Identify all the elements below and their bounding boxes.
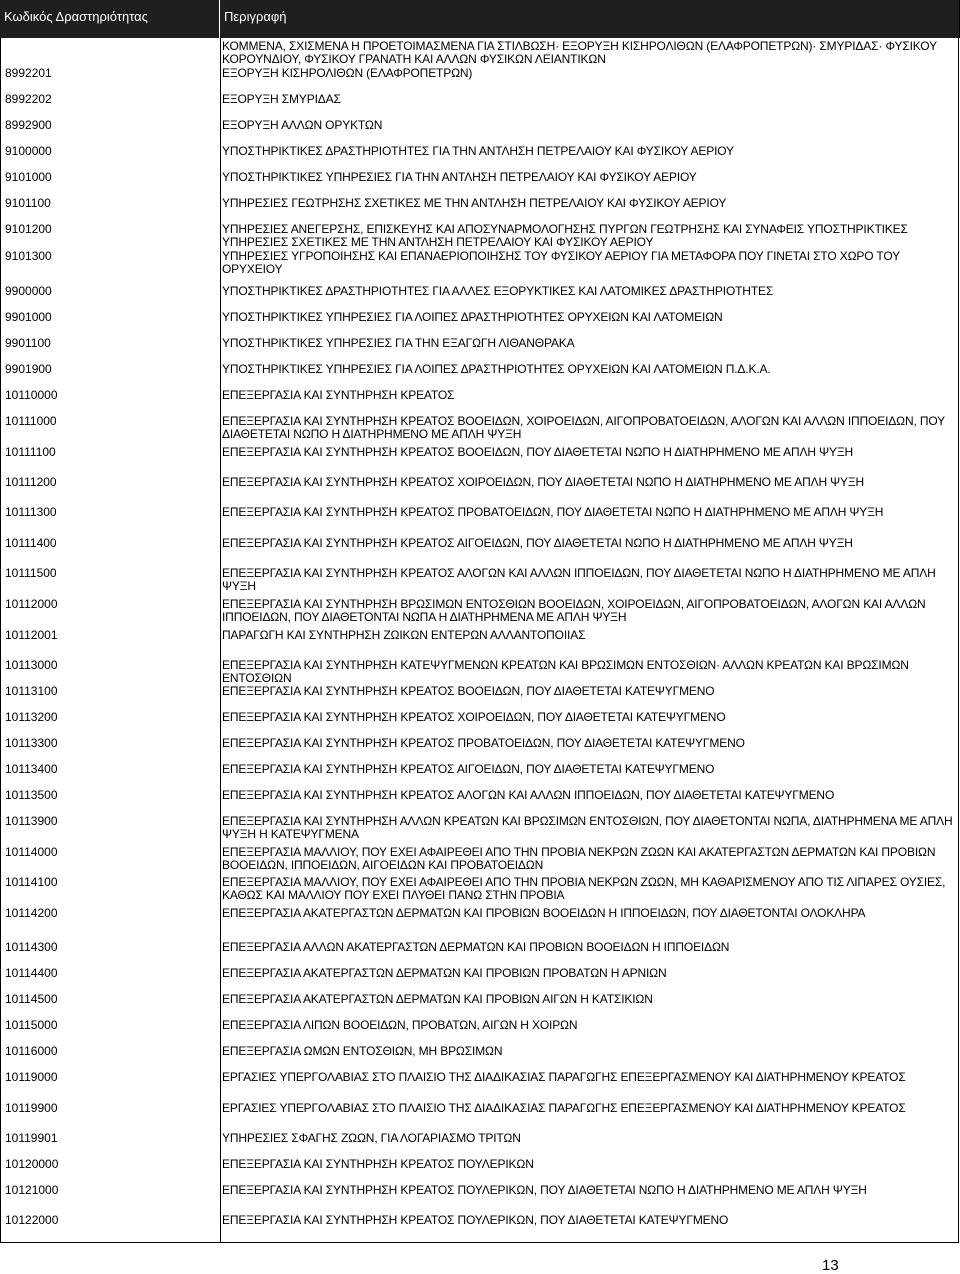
activity-description: ΕΠΕΞΕΡΓΑΣΙΑ ΚΑΙ ΣΥΝΤΗΡΗΣΗ ΚΡΕΑΤΟΣ ΑΛΟΓΩΝ ΚΑΙ ΑΛΛΩΝ ΙΠΠΟΕΙΔΩΝ, ΠΟΥ ΔΙΑΘΕΤΕΤΑΙ ΚΑΤΕΨΥΓΜΕΝΟ: [222, 788, 835, 802]
activity-code: 10113500: [5, 788, 58, 802]
activity-description: ΥΠΟΣΤΗΡΙΚΤΙΚΕΣ ΥΠΗΡΕΣΙΕΣ ΓΙΑ ΤΗΝ ΑΝΤΛΗΣΗ ΠΕΤΡΕΛΑΙΟΥ ΚΑΙ ΦΥΣΙΚΟΥ ΑΕΡΙΟΥ: [222, 170, 697, 184]
activity-description: ΥΠΟΣΤΗΡΙΚΤΙΚΕΣ ΥΠΗΡΕΣΙΕΣ ΓΙΑ ΤΗΝ ΕΞΑΓΩΓΗ ΛΙΘΑΝΘΡΑΚΑ: [222, 336, 575, 350]
activity-code: 8992202: [5, 92, 52, 106]
activity-code: 10111400: [5, 536, 57, 550]
activity-description: ΕΡΓΑΣΙΕΣ ΥΠΕΡΓΟΛΑΒΙΑΣ ΣΤΟ ΠΛΑΙΣΙΟ ΤΗΣ ΔΙΑΔΙΚΑΣΙΑΣ ΠΑΡΑΓΩΓΗΣ ΕΠΕΞΕΡΓΑΣΜΕΝΟΥ ΚΑΙ ΔΙΑΤΗΡΗΜΕΝΟΥ ΚΡΕΑΤΟΣ: [222, 1101, 906, 1115]
activity-code: 9101300: [5, 249, 52, 263]
activity-description: ΕΠΕΞΕΡΓΑΣΙΑ ΚΑΙ ΣΥΝΤΗΡΗΣΗ ΚΡΕΑΤΟΣ ΒΟΟΕΙΔΩΝ, ΠΟΥ ΔΙΑΘΕΤΕΤΑΙ ΝΩΠΟ Η ΔΙΑΤΗΡΗΜΕΝΟ ΜΕ ΑΠΛΗ ΨΥΞΗ: [222, 445, 854, 459]
activity-code: 10111200: [5, 475, 57, 489]
activity-description: ΕΡΓΑΣΙΕΣ ΥΠΕΡΓΟΛΑΒΙΑΣ ΣΤΟ ΠΛΑΙΣΙΟ ΤΗΣ ΔΙΑΔΙΚΑΣΙΑΣ ΠΑΡΑΓΩΓΗΣ ΕΠΕΞΕΡΓΑΣΜΕΝΟΥ ΚΑΙ ΔΙΑΤΗΡΗΜΕΝΟΥ ΚΡΕΑΤΟΣ: [222, 1070, 906, 1084]
activity-description: ΕΠΕΞΕΡΓΑΣΙΑ ΚΑΙ ΣΥΝΤΗΡΗΣΗ ΚΡΕΑΤΟΣ ΠΟΥΛΕΡΙΚΩΝ: [222, 1157, 534, 1171]
column-divider: [220, 38, 221, 1243]
activity-code: 10114200: [5, 906, 58, 920]
activity-code: 9901000: [5, 310, 52, 324]
activity-description: ΕΠΕΞΕΡΓΑΣΙΑ ΑΚΑΤΕΡΓΑΣΤΩΝ ΔΕΡΜΑΤΩΝ ΚΑΙ ΠΡΟΒΙΩΝ ΒΟΟΕΙΔΩΝ Η ΙΠΠΟΕΙΔΩΝ, ΠΟΥ ΔΙΑΘΕΤΟΝΤΑΙ ΟΛΟΚΛΗΡΑ: [222, 906, 866, 920]
activity-description: ΕΠΕΞΕΡΓΑΣΙΑ ΚΑΙ ΣΥΝΤΗΡΗΣΗ ΒΡΩΣΙΜΩΝ ΕΝΤΟΣΘΙΩΝ ΒΟΟΕΙΔΩΝ, ΧΟΙΡΟΕΙΔΩΝ, ΑΙΓΟΠΡΟΒΑΤΟΕΙΔΩΝ, ΑΛΟΓΩΝ ΚΑΙ ΑΛΛΩΝ ΙΠΠΟΕΙΔΩΝ, ΠΟΥ ΔΙΑΘΕΤΟΝΤΑΙ ΝΩΠΑ Η ΔΙΑΤΗΡΗΜΕΝΑ ΜΕ ΑΠΛΗ ΨΥΞΗ: [222, 597, 926, 624]
activity-description: ΕΠΕΞΕΡΓΑΣΙΑ ΜΑΛΛΙΟΥ, ΠΟΥ ΕΧΕΙ ΑΦΑΙΡΕΘΕΙ ΑΠΟ ΤΗΝ ΠΡΟΒΙΑ ΝΕΚΡΩΝ ΖΩΩΝ ΚΑΙ ΑΚΑΤΕΡΓΑΣΤΩΝ ΔΕΡΜΑΤΩΝ ΚΑΙ ΠΡΟΒΙΩΝ ΒΟΟΕΙΔΩΝ, ΙΠΠΟΕΙΔΩΝ, ΑΙΓΟΕΙΔΩΝ ΚΑΙ ΠΡΟΒΑΤΟΕΙΔΩΝ: [222, 845, 936, 872]
activity-code: 10122000: [5, 1213, 59, 1227]
activity-code: 10113400: [5, 762, 58, 776]
activity-description: ΕΞΟΡΥΞΗ ΑΛΛΩΝ ΟΡΥΚΤΩΝ: [222, 118, 383, 132]
activity-description: ΥΠΟΣΤΗΡΙΚΤΙΚΕΣ ΔΡΑΣΤΗΡΙΟΤΗΤΕΣ ΓΙΑ ΤΗΝ ΑΝΤΛΗΣΗ ΠΕΤΡΕΛΑΙΟΥ ΚΑΙ ΦΥΣΙΚΟΥ ΑΕΡΙΟΥ: [222, 144, 734, 158]
activity-description: ΕΠΕΞΕΡΓΑΣΙΑ ΚΑΙ ΣΥΝΤΗΡΗΣΗ ΚΡΕΑΤΟΣ: [222, 388, 455, 402]
activity-code: 10113100: [5, 684, 58, 698]
activity-code: 10116000: [5, 1044, 58, 1058]
activity-code: 10111100: [5, 445, 56, 459]
activity-description: ΕΠΕΞΕΡΓΑΣΙΑ ΚΑΙ ΣΥΝΤΗΡΗΣΗ ΚΡΕΑΤΟΣ ΒΟΟΕΙΔΩΝ, ΧΟΙΡΟΕΙΔΩΝ, ΑΙΓΟΠΡΟΒΑΤΟΕΙΔΩΝ, ΑΛΟΓΩΝ ΚΑΙ ΑΛΛΩΝ ΙΠΠΟΕΙΔΩΝ, ΠΟΥ ΔΙΑΘΕΤΕΤΑΙ ΝΩΠΟ Η ΔΙΑΤΗΡΗΜΕΝΟ ΜΕ ΑΠΛΗ ΨΥΞΗ: [222, 414, 945, 441]
activity-code: 10113900: [5, 814, 58, 828]
activity-code: 9101000: [5, 170, 52, 184]
activity-code: 10111000: [5, 414, 57, 428]
activity-code: 9101100: [5, 196, 51, 210]
activity-description: ΕΠΕΞΕΡΓΑΣΙΑ ΚΑΙ ΣΥΝΤΗΡΗΣΗ ΚΡΕΑΤΟΣ ΧΟΙΡΟΕΙΔΩΝ, ΠΟΥ ΔΙΑΘΕΤΕΤΑΙ ΚΑΤΕΨΥΓΜΕΝΟ: [222, 710, 726, 724]
activity-description: ΥΠΗΡΕΣΙΕΣ ΑΝΕΓΕΡΣΗΣ, ΕΠΙΣΚΕΥΗΣ ΚΑΙ ΑΠΟΣΥΝΑΡΜΟΛΟΓΗΣΗΣ ΠΥΡΓΩΝ ΓΕΩΤΡΗΣΗΣ ΚΑΙ ΣΥΝΑΦΕΙΣ ΥΠΟΣΤΗΡΙΚΤΙΚΕΣ ΥΠΗΡΕΣΙΕΣ ΣΧΕΤΙΚΕΣ ΜΕ ΤΗΝ ΑΝΤΛΗΣΗ ΠΕΤΡΕΛΑΙΟΥ ΚΑΙ ΦΥΣΙΚΟΥ ΑΕΡΙΟΥ: [222, 222, 908, 249]
activity-description: ΕΠΕΞΕΡΓΑΣΙΑ ΑΛΛΩΝ ΑΚΑΤΕΡΓΑΣΤΩΝ ΔΕΡΜΑΤΩΝ ΚΑΙ ΠΡΟΒΙΩΝ ΒΟΟΕΙΔΩΝ Η ΙΠΠΟΕΙΔΩΝ: [222, 940, 730, 954]
activity-code: 8992201: [5, 66, 52, 80]
activity-description: ΕΠΕΞΕΡΓΑΣΙΑ ΚΑΙ ΣΥΝΤΗΡΗΣΗ ΚΑΤΕΨΥΓΜΕΝΩΝ ΚΡΕΑΤΩΝ ΚΑΙ ΒΡΩΣΙΜΩΝ ΕΝΤΟΣΘΙΩΝ· ΑΛΛΩΝ ΚΡΕΑΤΩΝ ΚΑΙ ΒΡΩΣΙΜΩΝ ΕΝΤΟΣΘΙΩΝ: [222, 658, 909, 685]
activity-code: 10114500: [5, 992, 58, 1006]
activity-description: ΕΠΕΞΕΡΓΑΣΙΑ ΚΑΙ ΣΥΝΤΗΡΗΣΗ ΚΡΕΑΤΟΣ ΠΟΥΛΕΡΙΚΩΝ, ΠΟΥ ΔΙΑΘΕΤΕΤΑΙ ΝΩΠΟ Η ΔΙΑΤΗΡΗΜΕΝΟ ΜΕ ΑΠΛΗ ΨΥΞΗ: [222, 1183, 867, 1197]
activity-code: 10112000: [5, 597, 58, 611]
activity-code: 10120000: [5, 1157, 59, 1171]
activity-description: ΕΠΕΞΕΡΓΑΣΙΑ ΚΑΙ ΣΥΝΤΗΡΗΣΗ ΚΡΕΑΤΟΣ ΧΟΙΡΟΕΙΔΩΝ, ΠΟΥ ΔΙΑΘΕΤΕΤΑΙ ΝΩΠΟ Η ΔΙΑΤΗΡΗΜΕΝΟ ΜΕ ΑΠΛΗ ΨΥΞΗ: [222, 475, 865, 489]
activity-description: ΕΠΕΞΕΡΓΑΣΙΑ ΚΑΙ ΣΥΝΤΗΡΗΣΗ ΚΡΕΑΤΟΣ ΑΙΓΟΕΙΔΩΝ, ΠΟΥ ΔΙΑΘΕΤΕΤΑΙ ΚΑΤΕΨΥΓΜΕΝΟ: [222, 762, 715, 776]
activity-description: ΕΠΕΞΕΡΓΑΣΙΑ ΚΑΙ ΣΥΝΤΗΡΗΣΗ ΚΡΕΑΤΟΣ ΠΡΟΒΑΤΟΕΙΔΩΝ, ΠΟΥ ΔΙΑΘΕΤΕΤΑΙ ΚΑΤΕΨΥΓΜΕΝΟ: [222, 736, 745, 750]
activity-code: 9100000: [5, 144, 52, 158]
activity-code: 10114300: [5, 940, 58, 954]
activity-code: 10119901: [5, 1131, 58, 1145]
activity-description: ΕΠΕΞΕΡΓΑΣΙΑ ΜΑΛΛΙΟΥ, ΠΟΥ ΕΧΕΙ ΑΦΑΙΡΕΘΕΙ ΑΠΟ ΤΗΝ ΠΡΟΒΙΑ ΝΕΚΡΩΝ ΖΩΩΝ, ΜΗ ΚΑΘΑΡΙΣΜΕΝΟΥ ΑΠΟ ΤΙΣ ΛΙΠΑΡΕΣ ΟΥΣΙΕΣ, ΚΑΘΩΣ ΚΑΙ ΜΑΛΛΙΟΥ ΠΟΥ ΕΧΕΙ ΠΛΥΘΕΙ ΠΑΝΩ ΣΤΗΝ ΠΡΟΒΙΑ: [222, 875, 946, 902]
activity-description: ΠΑΡΑΓΩΓΗ ΚΑΙ ΣΥΝΤΗΡΗΣΗ ΖΩΙΚΩΝ ΕΝΤΕΡΩΝ ΑΛΛΑΝΤΟΠΟΙΙΑΣ: [222, 628, 586, 642]
activity-description: ΥΠΗΡΕΣΙΕΣ ΓΕΩΤΡΗΣΗΣ ΣΧΕΤΙΚΕΣ ΜΕ ΤΗΝ ΑΝΤΛΗΣΗ ΠΕΤΡΕΛΑΙΟΥ ΚΑΙ ΦΥΣΙΚΟΥ ΑΕΡΙΟΥ: [222, 196, 727, 210]
activity-code: 10111300: [5, 505, 57, 519]
activity-code: 10119000: [5, 1070, 58, 1084]
activity-code: 8992900: [5, 118, 52, 132]
activity-description: ΕΠΕΞΕΡΓΑΣΙΑ ΩΜΩΝ ΕΝΤΟΣΘΙΩΝ, ΜΗ ΒΡΩΣΙΜΩΝ: [222, 1044, 503, 1058]
activity-description: ΥΠΟΣΤΗΡΙΚΤΙΚΕΣ ΔΡΑΣΤΗΡΙΟΤΗΤΕΣ ΓΙΑ ΑΛΛΕΣ ΕΞΟΡΥΚΤΙΚΕΣ ΚΑΙ ΛΑΤΟΜΙΚΕΣ ΔΡΑΣΤΗΡΙΟΤΗΤΕΣ: [222, 284, 774, 298]
activity-code: 10119900: [5, 1101, 58, 1115]
header-code: Κωδικός Δραστηριότητας: [0, 0, 220, 38]
activity-code: 10113300: [5, 736, 58, 750]
activity-code: 10121000: [5, 1183, 59, 1197]
activity-description: ΕΞΟΡΥΞΗ ΣΜΥΡΙΔΑΣ: [222, 92, 341, 106]
activity-description: ΥΠΗΡΕΣΙΕΣ ΣΦΑΓΗΣ ΖΩΩΝ, ΓΙΑ ΛΟΓΑΡΙΑΣΜΟ ΤΡΙΤΩΝ: [222, 1131, 521, 1145]
activity-code: 9900000: [5, 284, 52, 298]
activity-description: ΥΠΟΣΤΗΡΙΚΤΙΚΕΣ ΥΠΗΡΕΣΙΕΣ ΓΙΑ ΛΟΙΠΕΣ ΔΡΑΣΤΗΡΙΟΤΗΤΕΣ ΟΡΥΧΕΙΩΝ ΚΑΙ ΛΑΤΟΜΕΙΩΝ: [222, 310, 723, 324]
activity-description: ΕΠΕΞΕΡΓΑΣΙΑ ΑΚΑΤΕΡΓΑΣΤΩΝ ΔΕΡΜΑΤΩΝ ΚΑΙ ΠΡΟΒΙΩΝ ΑΙΓΩΝ Η ΚΑΤΣΙΚΙΩΝ: [222, 992, 653, 1006]
activity-code: 10110000: [5, 388, 58, 402]
activity-code: 10111500: [5, 566, 57, 580]
activity-description: ΕΠΕΞΕΡΓΑΣΙΑ ΚΑΙ ΣΥΝΤΗΡΗΣΗ ΚΡΕΑΤΟΣ ΠΟΥΛΕΡΙΚΩΝ, ΠΟΥ ΔΙΑΘΕΤΕΤΑΙ ΚΑΤΕΨΥΓΜΕΝΟ: [222, 1213, 729, 1227]
activity-description: ΕΠΕΞΕΡΓΑΣΙΑ ΚΑΙ ΣΥΝΤΗΡΗΣΗ ΑΛΛΩΝ ΚΡΕΑΤΩΝ ΚΑΙ ΒΡΩΣΙΜΩΝ ΕΝΤΟΣΘΙΩΝ, ΠΟΥ ΔΙΑΘΕΤΟΝΤΑΙ ΝΩΠΑ, ΔΙΑΤΗΡΗΜΕΝΑ ΜΕ ΑΠΛΗ ΨΥΞΗ Η ΚΑΤΕΨΥΓΜΕΝΑ: [222, 814, 953, 841]
activity-description: ΕΠΕΞΕΡΓΑΣΙΑ ΚΑΙ ΣΥΝΤΗΡΗΣΗ ΚΡΕΑΤΟΣ ΑΛΟΓΩΝ ΚΑΙ ΑΛΛΩΝ ΙΠΠΟΕΙΔΩΝ, ΠΟΥ ΔΙΑΘΕΤΕΤΑΙ ΝΩΠΟ Η ΔΙΑΤΗΡΗΜΕΝΟ ΜΕ ΑΠΛΗ ΨΥΞΗ: [222, 566, 936, 593]
header-description: Περιγραφή: [224, 9, 287, 24]
activity-description: ΚΟΜΜΕΝΑ, ΣΧΙΣΜΕΝΑ Η ΠΡΟΕΤΟΙΜΑΣΜΕΝΑ ΓΙΑ ΣΤΙΛΒΩΣΗ· ΕΞΟΡΥΞΗ ΚΙΣΗΡΟΛΙΘΩΝ (ΕΛΑΦΡΟΠΕΤΡΩΝ)· ΣΜΥΡΙΔΑΣ· ΦΥΣΙΚΟΥ ΚΟΡΟΥΝΔΙΟΥ, ΦΥΣΙΚΟΥ ΓΡΑΝΑΤΗ ΚΑΙ ΑΛΛΩΝ ΦΥΣΙΚΩΝ ΛΕΙΑΝΤΙΚΩΝ: [222, 39, 937, 66]
activity-code: 9101200: [5, 222, 52, 236]
activity-description: ΕΠΕΞΕΡΓΑΣΙΑ ΚΑΙ ΣΥΝΤΗΡΗΣΗ ΚΡΕΑΤΟΣ ΒΟΟΕΙΔΩΝ, ΠΟΥ ΔΙΑΘΕΤΕΤΑΙ ΚΑΤΕΨΥΓΜΕΝΟ: [222, 684, 715, 698]
activity-code: 9901900: [5, 362, 52, 376]
activity-description: ΕΠΕΞΕΡΓΑΣΙΑ ΑΚΑΤΕΡΓΑΣΤΩΝ ΔΕΡΜΑΤΩΝ ΚΑΙ ΠΡΟΒΙΩΝ ΠΡΟΒΑΤΩΝ Η ΑΡΝΙΩΝ: [222, 966, 667, 980]
activity-code: 9901100: [5, 336, 51, 350]
activity-description: ΕΠΕΞΕΡΓΑΣΙΑ ΚΑΙ ΣΥΝΤΗΡΗΣΗ ΚΡΕΑΤΟΣ ΑΙΓΟΕΙΔΩΝ, ΠΟΥ ΔΙΑΘΕΤΕΤΑΙ ΝΩΠΟ Η ΔΙΑΤΗΡΗΜΕΝΟ ΜΕ ΑΠΛΗ ΨΥΞΗ: [222, 536, 853, 550]
activity-code: 10114000: [5, 845, 58, 859]
activity-code: 10115000: [5, 1018, 58, 1032]
activity-code: 10113200: [5, 710, 58, 724]
activity-code: 10113000: [5, 658, 58, 672]
activity-description: ΕΠΕΞΕΡΓΑΣΙΑ ΛΙΠΩΝ ΒΟΟΕΙΔΩΝ, ΠΡΟΒΑΤΩΝ, ΑΙΓΩΝ Η ΧΟΙΡΩΝ: [222, 1018, 578, 1032]
activity-code: 10114100: [5, 875, 58, 889]
activity-code: 10114400: [5, 966, 58, 980]
activity-description: ΥΠΟΣΤΗΡΙΚΤΙΚΕΣ ΥΠΗΡΕΣΙΕΣ ΓΙΑ ΛΟΙΠΕΣ ΔΡΑΣΤΗΡΙΟΤΗΤΕΣ ΟΡΥΧΕΙΩΝ ΚΑΙ ΛΑΤΟΜΕΙΩΝ Π.Δ.Κ.Α.: [222, 362, 771, 376]
activity-description: ΥΠΗΡΕΣΙΕΣ ΥΓΡΟΠΟΙΗΣΗΣ ΚΑΙ ΕΠΑΝΑΕΡΙΟΠΟΙΗΣΗΣ ΤΟΥ ΦΥΣΙΚΟΥ ΑΕΡΙΟΥ ΓΙΑ ΜΕΤΑΦΟΡΑ ΠΟΥ ΓΙΝΕΤΑΙ ΣΤΟ ΧΩΡΟ ΤΟΥ ΟΡΥΧΕΙΟΥ: [222, 249, 900, 276]
table-header: [0, 0, 960, 38]
page-number: 13: [822, 1257, 839, 1274]
activity-description: ΕΠΕΞΕΡΓΑΣΙΑ ΚΑΙ ΣΥΝΤΗΡΗΣΗ ΚΡΕΑΤΟΣ ΠΡΟΒΑΤΟΕΙΔΩΝ, ΠΟΥ ΔΙΑΘΕΤΕΤΑΙ ΝΩΠΟ Η ΔΙΑΤΗΡΗΜΕΝΟ ΜΕ ΑΠΛΗ ΨΥΞΗ: [222, 505, 884, 519]
activity-description: ΕΞΟΡΥΞΗ ΚΙΣΗΡΟΛΙΘΩΝ (ΕΛΑΦΡΟΠΕΤΡΩΝ): [222, 66, 473, 80]
activity-code: 10112001: [5, 628, 58, 642]
